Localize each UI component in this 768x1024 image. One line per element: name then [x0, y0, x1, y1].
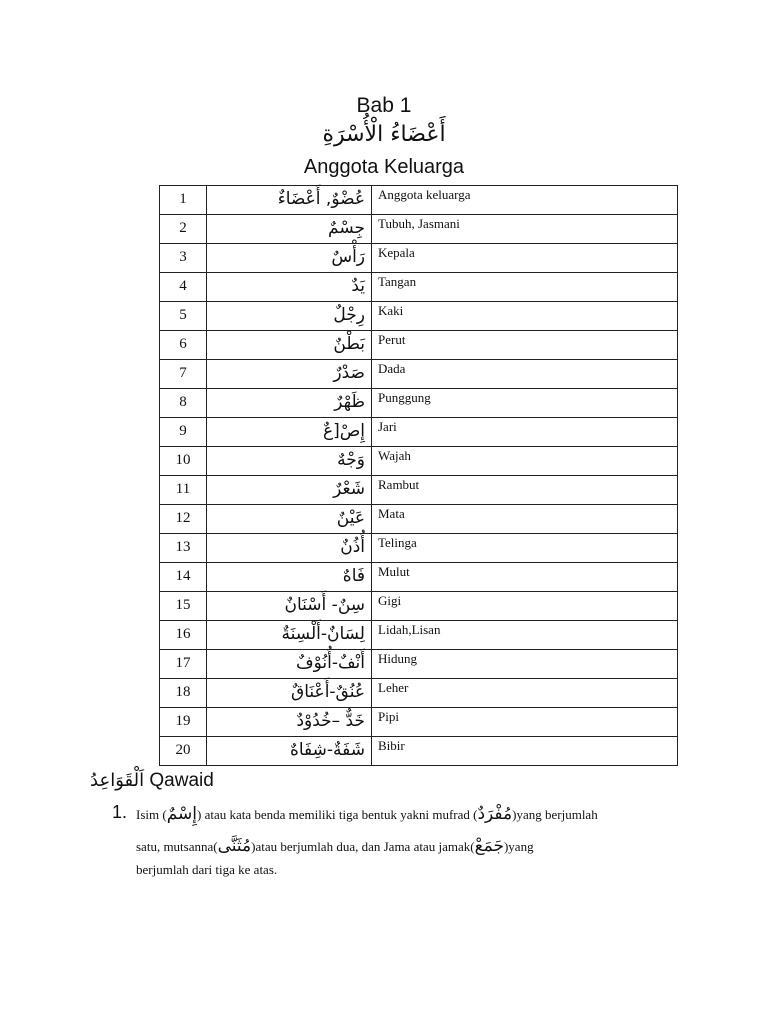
table-row: [160, 592, 678, 621]
table-row: [160, 360, 678, 389]
arabic-word: ظَهْرٌ: [207, 389, 372, 418]
arabic-word: أَنْفٌ-أُنُوْفٌ: [207, 650, 372, 679]
qawaid-heading: [90, 770, 214, 792]
word-meaning: Telinga: [372, 534, 678, 563]
row-number: 11: [160, 476, 207, 505]
word-meaning: Pipi: [372, 708, 678, 737]
table-row: [160, 708, 678, 737]
table-row: [160, 447, 678, 476]
word-meaning: Bibir: [372, 737, 678, 766]
arabic-word: صَدْرٌ: [207, 360, 372, 389]
arabic-word: شَفَةٌ-شِفَاهٌ: [207, 737, 372, 766]
arabic-word: فَاهٌ: [207, 563, 372, 592]
word-meaning: Perut: [372, 331, 678, 360]
arabic-word: يَدٌ: [207, 273, 372, 302]
arabic-word: سِنٌ- أَسْنَانٌ: [207, 592, 372, 621]
word-meaning: Mata: [372, 505, 678, 534]
table-row: [160, 621, 678, 650]
row-number: 5: [160, 302, 207, 331]
arabic-word: بَطْنٌ: [207, 331, 372, 360]
rule-line-3: berjumlah dari tiga ke atas.: [136, 862, 278, 877]
arabic-word: رِجْلٌ: [207, 302, 372, 331]
arabic-word: وَجْهٌ: [207, 447, 372, 476]
arabic-word: لِسَانٌ-أَلْسِنَةٌ: [207, 621, 372, 650]
row-number: 17: [160, 650, 207, 679]
rule-text: )yang berjumlah: [512, 807, 598, 822]
row-number: 1: [160, 186, 207, 215]
table-row: [160, 679, 678, 708]
arabic-word: أُذُنٌ: [207, 534, 372, 563]
arabic-term-ism: إِسْمٌ: [166, 804, 197, 824]
row-number: 4: [160, 273, 207, 302]
arabic-word: عُضْوٌ, أَعْضَاءٌ: [207, 186, 372, 215]
table-row: [160, 302, 678, 331]
arabic-word: رَأْسٌ: [207, 244, 372, 273]
word-meaning: Hidung: [372, 650, 678, 679]
row-number: 15: [160, 592, 207, 621]
row-number: 19: [160, 708, 207, 737]
row-number: 18: [160, 679, 207, 708]
arabic-word: عَيْنٌ: [207, 505, 372, 534]
vocabulary-table: [159, 185, 678, 766]
row-number: 8: [160, 389, 207, 418]
arabic-term-mutsanna: مُثَنَّى: [217, 836, 252, 856]
table-row: [160, 215, 678, 244]
rule-text: satu, mutsanna(: [136, 839, 218, 854]
table-row: [160, 650, 678, 679]
word-meaning: Kaki: [372, 302, 678, 331]
word-meaning: Dada: [372, 360, 678, 389]
word-meaning: Jari: [372, 418, 678, 447]
word-meaning: Gigi: [372, 592, 678, 621]
rule-line-1: [136, 804, 598, 824]
rule-text: Isim (: [136, 807, 167, 822]
arabic-word: خَدٌّ –خُدُوْدٌ: [207, 708, 372, 737]
rule-text: ) atau kata benda memiliki tiga bentuk yakni mufrad (: [196, 807, 478, 822]
word-meaning: Tubuh, Jasmani: [372, 215, 678, 244]
row-number: 3: [160, 244, 207, 273]
row-number: 16: [160, 621, 207, 650]
row-number: 13: [160, 534, 207, 563]
table-row: [160, 389, 678, 418]
row-number: 6: [160, 331, 207, 360]
word-meaning: Lidah,Lisan: [372, 621, 678, 650]
table-row: [160, 331, 678, 360]
table-row: [160, 534, 678, 563]
row-number: 2: [160, 215, 207, 244]
table-row: [160, 418, 678, 447]
qawaid-arabic: اَلْقَوَاعِدُ: [90, 770, 145, 791]
arabic-term-jama: جَمَعْ: [474, 836, 504, 856]
table-row: [160, 273, 678, 302]
row-number: 7: [160, 360, 207, 389]
row-number: 10: [160, 447, 207, 476]
arabic-title: أَعْضَاءُ الْأُسْرَةِ: [322, 122, 446, 147]
arabic-word: عُنُقٌ-أَعْنَاقٌ: [207, 679, 372, 708]
table-row: [160, 737, 678, 766]
word-meaning: Anggota keluarga: [372, 186, 678, 215]
word-meaning: Mulut: [372, 563, 678, 592]
table-row: [160, 563, 678, 592]
row-number: 20: [160, 737, 207, 766]
qawaid-label: Qawaid: [149, 770, 214, 791]
word-meaning: Leher: [372, 679, 678, 708]
arabic-word: شَعْرٌ: [207, 476, 372, 505]
word-meaning: Tangan: [372, 273, 678, 302]
rule-text: )atau berjumlah dua, dan Jama atau jamak(: [251, 839, 475, 854]
rule-line-2: [136, 836, 534, 856]
arabic-word: إِصْ[عٌ: [207, 418, 372, 447]
page-subtitle: Anggota Keluarga: [303, 156, 465, 178]
arabic-term-mufrad: مُفْرَدٌ: [477, 804, 513, 824]
list-marker: 1.: [112, 802, 128, 822]
row-number: 12: [160, 505, 207, 534]
table-row: [160, 186, 678, 215]
table-row: [160, 244, 678, 273]
table-row: [160, 505, 678, 534]
word-meaning: Punggung: [372, 389, 678, 418]
word-meaning: Kepala: [372, 244, 678, 273]
word-meaning: Wajah: [372, 447, 678, 476]
row-number: 9: [160, 418, 207, 447]
page-title: Bab 1: [356, 94, 412, 117]
arabic-word: جِسْمٌ: [207, 215, 372, 244]
rule-text: )yang: [503, 839, 534, 854]
word-meaning: Rambut: [372, 476, 678, 505]
table-row: [160, 476, 678, 505]
row-number: 14: [160, 563, 207, 592]
